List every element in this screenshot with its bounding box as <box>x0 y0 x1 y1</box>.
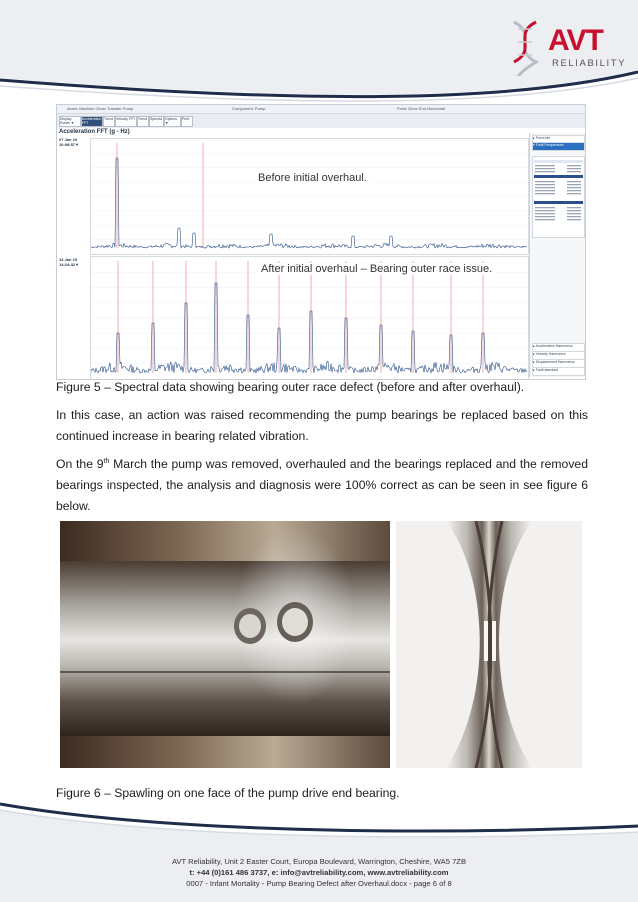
frequency-list-lines <box>533 157 584 237</box>
component-label: Component: Pump <box>232 106 266 111</box>
logo-subtitle: RELIABILITY <box>552 58 627 69</box>
asset-label: Asset: Machine Clean Transfer Pump <box>67 106 134 111</box>
fault-frequency-sidebar <box>529 133 585 377</box>
sidebar-item-point-info[interactable]: ▸ Point info <box>532 135 585 144</box>
annotation-before: Before initial overhaul. <box>255 172 370 184</box>
figure-5-screenshot <box>56 104 586 380</box>
spectrum-panel-before <box>90 138 529 255</box>
para-ordinal-suffix: th <box>103 457 110 465</box>
point-label: Point: Drive End Horizontal <box>397 106 446 111</box>
footer-document-info: 0007 - Infant Mortality - Pump Bearing Defect after Overhaul.docx - page 6 of 8 <box>186 879 452 888</box>
toolbar-button[interactable]: Acceleration FFT <box>82 117 102 125</box>
toolbar-button[interactable]: Spectra <box>149 116 164 127</box>
spectrum-title: Acceleration FFT (g - Hz) <box>59 129 130 135</box>
toolbar-button[interactable]: Display Points ▼ <box>59 116 81 127</box>
footer-address: AVT Reliability, Unit 2 Easter Court, Europa Boulevard, Warrington, Cheshire, WA5 7ZB <box>171 857 467 866</box>
footer-contact: t: +44 (0)161 486 3737, e: info@avtreliability.com, www.avtreliability.com <box>189 868 449 877</box>
toolbar-button[interactable]: Print <box>181 116 193 127</box>
toolbar-button[interactable]: Trend <box>103 116 115 127</box>
fault-frequency-list <box>532 156 585 238</box>
software-toolbar <box>57 114 585 128</box>
spectrum-before-plot <box>91 139 528 254</box>
bearing-inner-face-photo <box>396 521 582 768</box>
sidebar-item-velocity-harmonics[interactable]: ▸ Velocity Harmonics <box>532 351 585 360</box>
toolbar-button[interactable]: Velocity FFT <box>115 116 137 127</box>
figure-5-caption: Figure 5 – Spectral data showing bearing outer race defect (before and after overhaul). <box>56 380 525 394</box>
paragraph-inspection <box>56 454 588 517</box>
software-topbar <box>57 105 585 114</box>
spectrum-after-plot <box>91 257 528 379</box>
toolbar-button[interactable]: Options ▼ <box>164 116 181 127</box>
sidebar-item-fault-standard[interactable]: ▸ Fault standard <box>532 367 585 376</box>
figure-6-caption: Figure 6 – Spawling on one face of the pump drive end bearing. <box>56 786 400 800</box>
logo-brand: AVT <box>548 24 603 57</box>
date-bottom: 14 Jan 19 14:24:42▼ <box>59 257 79 267</box>
para-text-start: On the 9 <box>56 457 104 471</box>
sidebar-item-acceleration-harmonics[interactable]: ▸ Acceleration Harmonics <box>532 343 585 352</box>
toolbar-button[interactable]: Trend <box>137 116 149 127</box>
annotation-after: After initial overhaul – Bearing outer race issue. <box>258 263 495 275</box>
spectrum-trace <box>91 283 527 373</box>
para-text-end: March the pump was removed, overhauled and the bearings replaced and the removed bearings inspected, the analysis and diagnosis were 100% correct as can be seen in see figure 6 below. <box>56 457 588 513</box>
avt-logo <box>508 18 626 78</box>
sidebar-item-fault-frequencies[interactable]: ▾ Fault Frequencies <box>532 142 585 151</box>
bearing-race-photo <box>60 521 390 768</box>
sidebar-item-displacement-harmonics[interactable]: ▸ Displacement Harmonics <box>532 359 585 368</box>
dna-helix-icon <box>508 20 542 76</box>
date-top: 07 Jan 19 10:08:57▼ <box>59 137 79 147</box>
paragraph-action: In this case, an action was raised recommending the pump bearings be replaced based on this continued increase in bearing related vibration. <box>56 408 588 443</box>
